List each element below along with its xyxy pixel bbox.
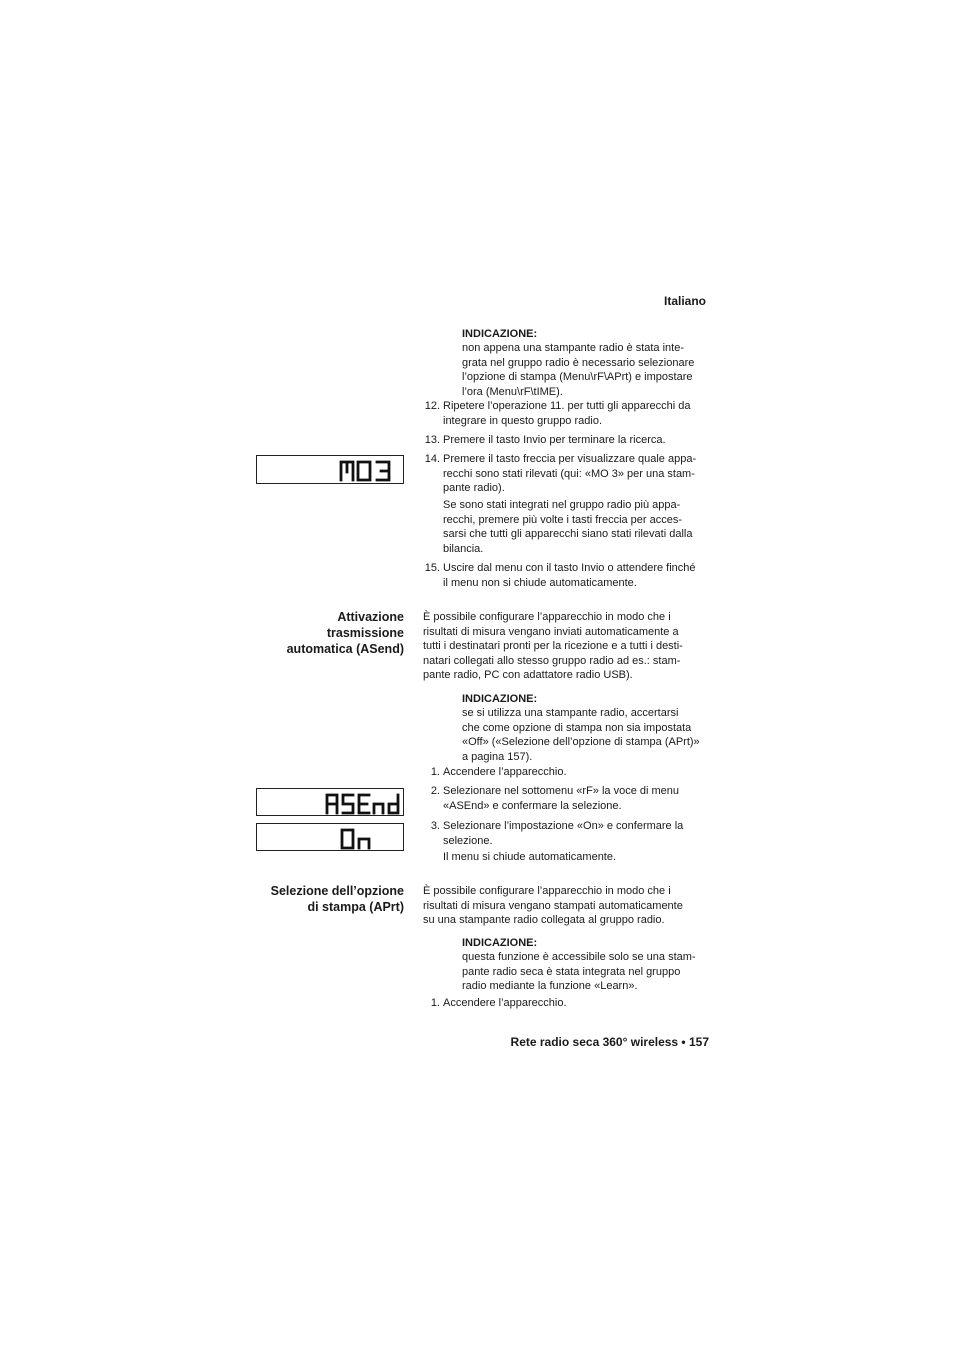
note-2 [462, 692, 700, 764]
note-2-title: INDICAZIONE: [462, 693, 538, 705]
section-heading-aprt [271, 883, 404, 915]
section-2-intro [423, 884, 683, 928]
step-line: Selezionare nel sottomenu «rF» la voce di menu [443, 785, 680, 797]
page-footer: Rete radio seca 360° wireless • 157 [510, 1035, 709, 1049]
intro-line: natari collegati allo stesso gruppo radio ad es.: stam- [423, 654, 681, 667]
heading-line: Selezione dell’opzione [270, 884, 404, 898]
note-2-line: se si utilizza una stampante radio, accertarsi [462, 707, 679, 719]
step-number: 14. [424, 453, 440, 465]
lcd-display-asend [256, 788, 404, 816]
step-line: recchi sono stati rilevati (qui: «MO 3» per una stam- [443, 467, 695, 480]
note-1-line: l’ora (Menu\rF\tIME). [462, 385, 563, 398]
intro-line: tutti i destinatari pronti per la ricezione e a tutti i desti- [423, 640, 683, 653]
note-1-line: grata nel gruppo radio è necessario selezionare [462, 356, 695, 369]
heading-line: automatica (ASend) [286, 642, 404, 656]
note-3-line: questa funzione è accessibile solo se una stam- [462, 951, 696, 963]
step-number: 1. [430, 766, 440, 778]
step-line: pante radio). [443, 482, 505, 495]
note-1 [462, 327, 694, 399]
step-number: 2. [430, 785, 440, 797]
step-line: Uscire dal menu con il tasto Invio o attendere finché [443, 562, 696, 574]
heading-line: di stampa (APrt) [307, 900, 404, 914]
lcd-display-mo3 [256, 455, 404, 484]
note-3-title: INDICAZIONE: [462, 937, 538, 949]
step-number: 1. [430, 997, 440, 1009]
note-1-title: INDICAZIONE: [462, 328, 538, 340]
lcd-digits-asend [257, 789, 405, 817]
step-line: Premere il tasto Invio per terminare la ricerca. [443, 434, 666, 446]
note-1-line: non appena una stampante radio è stata inte- [462, 342, 684, 354]
section-1-intro [423, 610, 683, 683]
note-1-line: l’opzione di stampa (Menu\rF\APrt) e impostare [462, 371, 693, 384]
step-line: il menu non si chiude automaticamente. [443, 576, 637, 589]
step-line: bilancia. [443, 542, 484, 555]
step-line: recchi, premere più volte i tasti freccia per acces- [443, 513, 683, 526]
heading-line: Attivazione [337, 610, 404, 624]
step-number: 13. [424, 434, 440, 446]
step-line: Premere il tasto freccia per visualizzare quale appa- [443, 453, 697, 465]
note-3-line: pante radio seca è stata integrata nel gruppo [462, 965, 681, 978]
step-line: Accendere l’apparecchio. [443, 766, 567, 778]
step-line: integrare in questo gruppo radio. [443, 414, 602, 427]
note-3-line: radio mediante la funzione «Learn». [462, 980, 638, 993]
step-line: Selezionare l’impostazione «On» e confermare la [443, 820, 684, 832]
heading-line: trasmissione [326, 626, 404, 640]
step-line: selezione. [443, 834, 493, 847]
step-number: 12. [424, 400, 440, 412]
step-line: Ripetere l’operazione 11. per tutti gli apparecchi da [443, 400, 691, 412]
note-2-line: che come opzione di stampa non sia impostata [462, 721, 692, 734]
intro-line: risultati di misura vengano inviati automaticamente a [423, 625, 679, 638]
note-2-line: a pagina 157). [462, 750, 533, 763]
lcd-digits-mo3 [257, 456, 405, 485]
step-line: Accendere l’apparecchio. [443, 997, 567, 1009]
step-line: Se sono stati integrati nel gruppo radio più appa- [443, 499, 681, 511]
lcd-digits-on [257, 824, 405, 852]
intro-line: su una stampante radio collegata al gruppo radio. [423, 914, 665, 927]
intro-line: È possibile configurare l’apparecchio in modo che i [423, 611, 671, 623]
note-3 [462, 936, 696, 994]
step-number: 3. [430, 820, 440, 832]
language-header: Italiano [663, 294, 706, 308]
section-heading-asend [287, 609, 404, 657]
note-2-line: «Off» («Selezione dell’opzione di stampa (APrt)» [462, 736, 700, 749]
step-line: «ASEnd» e confermare la selezione. [443, 799, 622, 812]
step-number: 15. [424, 562, 440, 574]
intro-line: risultati di misura vengano stampati automaticamente [423, 899, 683, 912]
intro-line: pante radio, PC con adattatore radio USB). [423, 669, 633, 682]
step-line: sarsi che tutti gli apparecchi siano stati rilevati dalla [443, 528, 693, 541]
step-line: Il menu si chiude automaticamente. [443, 851, 617, 863]
lcd-display-on [256, 823, 404, 851]
intro-line: È possibile configurare l’apparecchio in modo che i [423, 885, 671, 897]
